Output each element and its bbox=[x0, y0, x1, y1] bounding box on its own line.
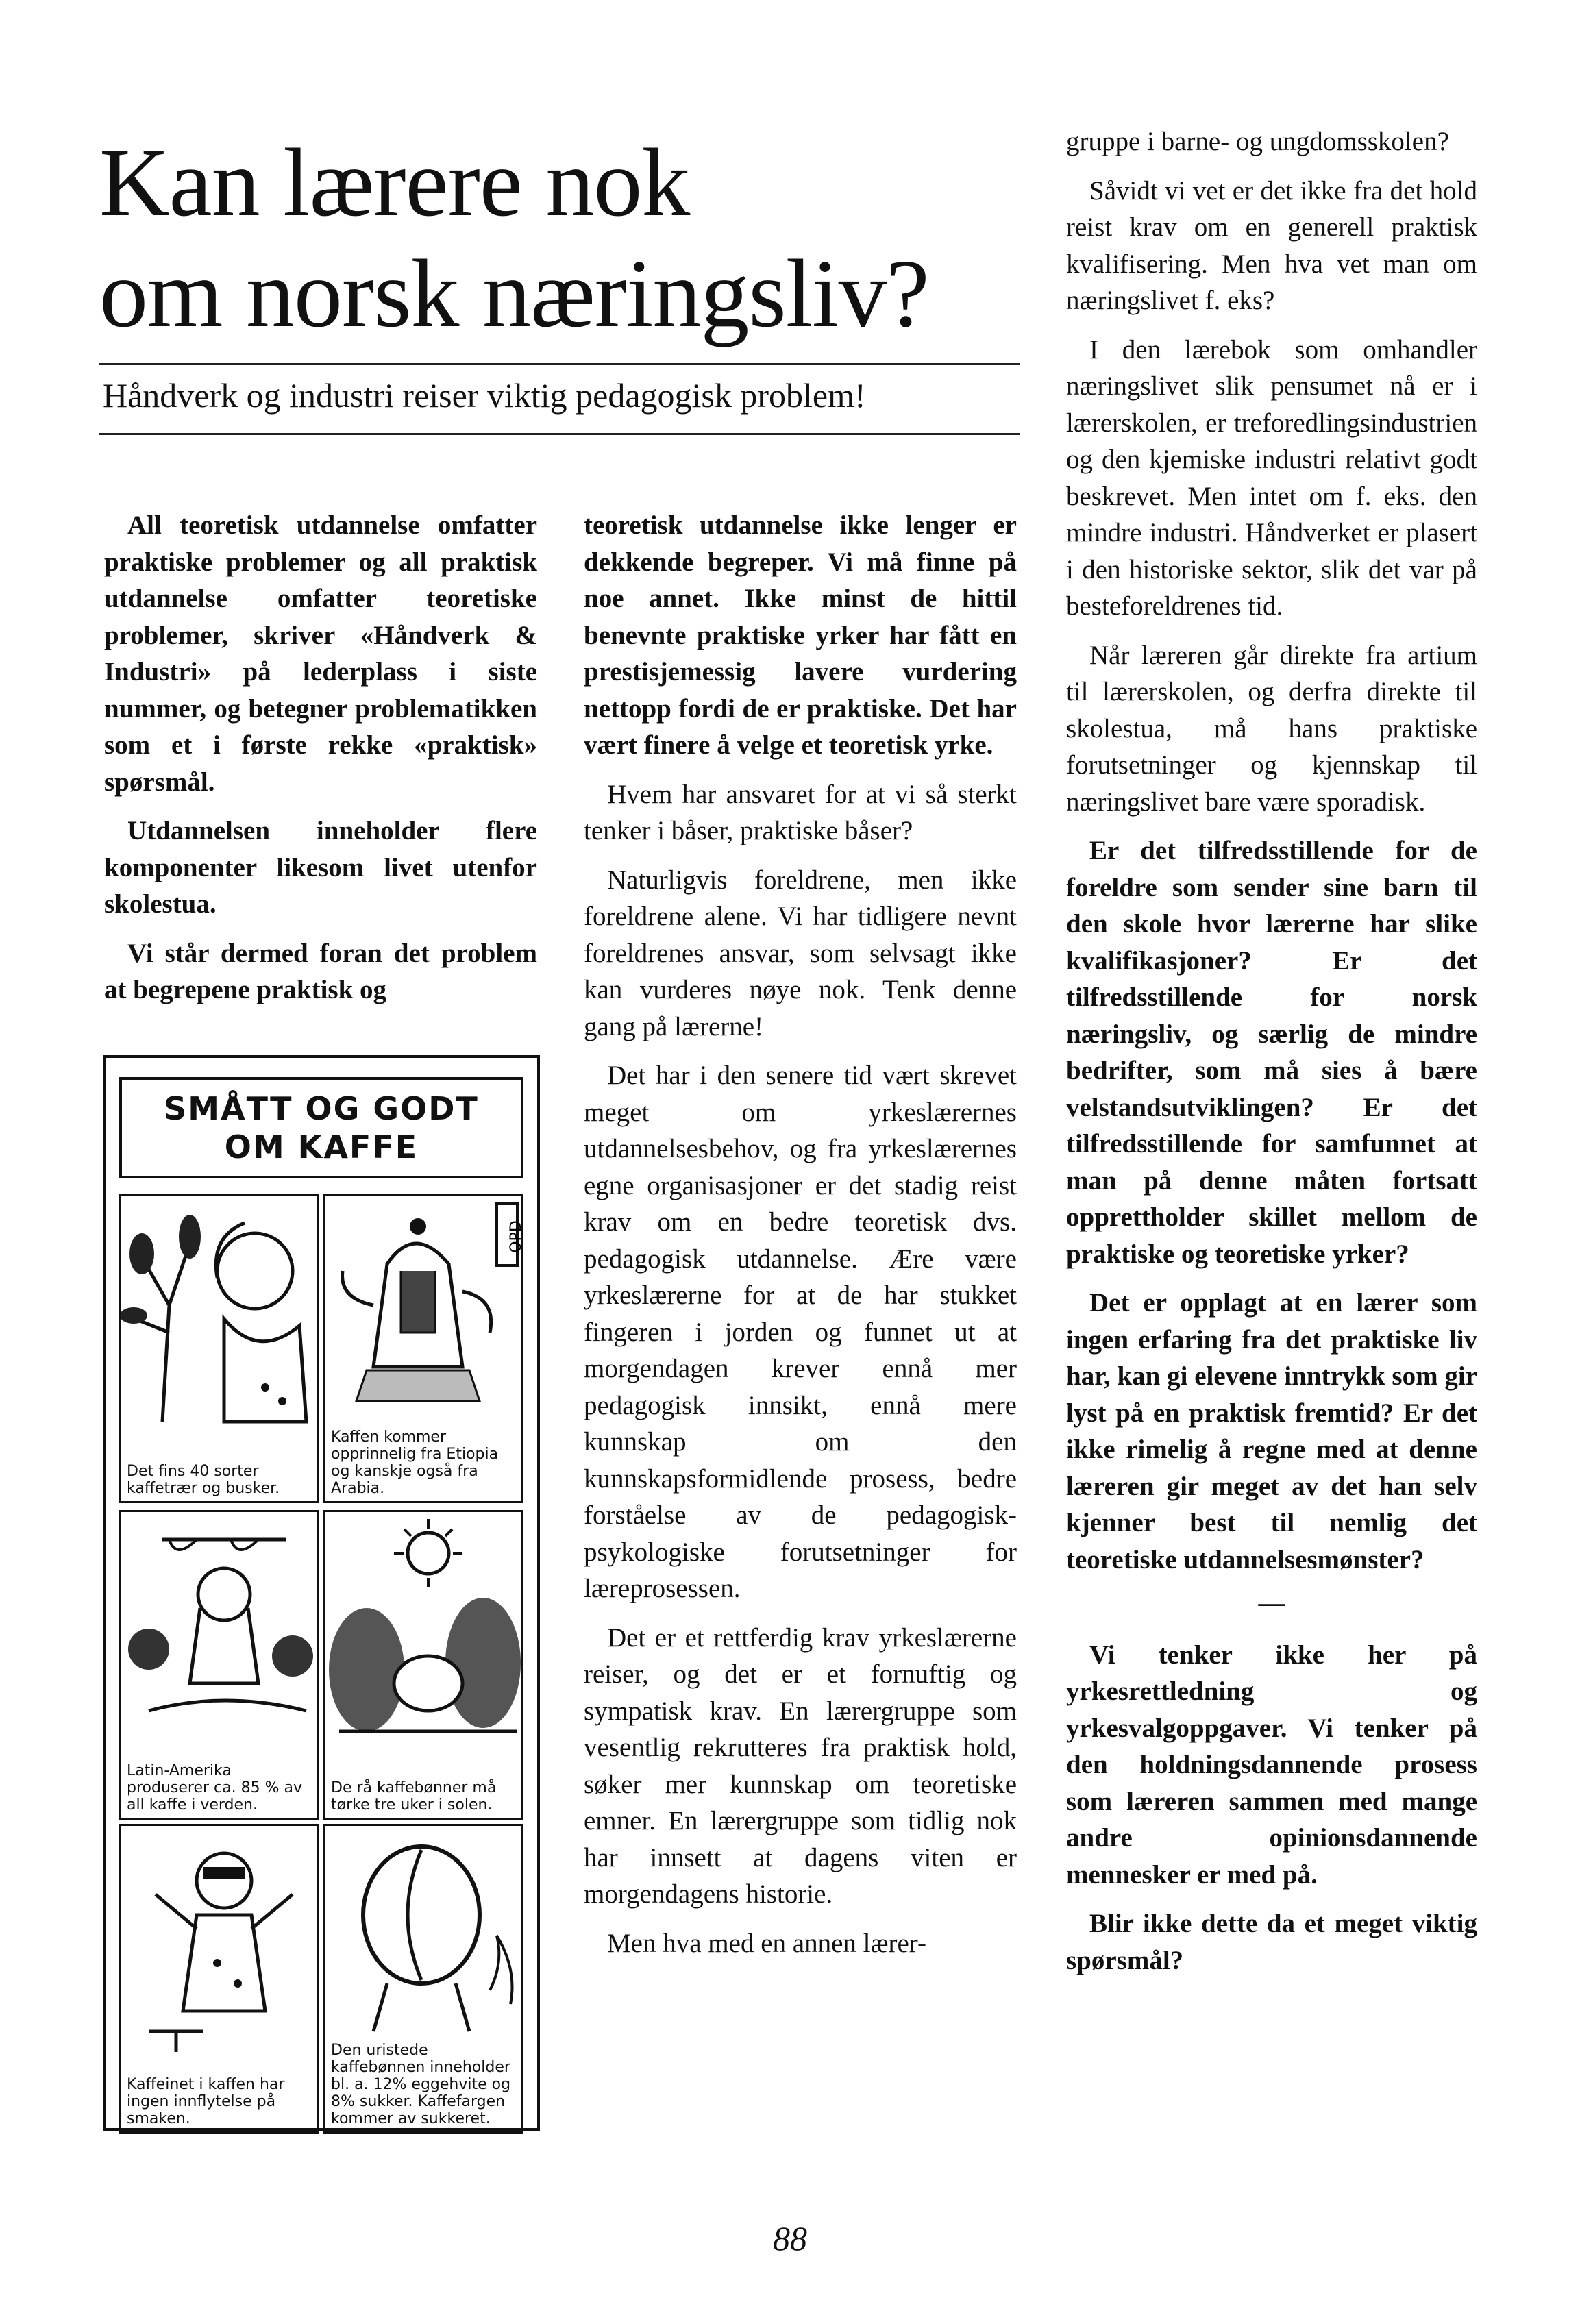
cartoon-panel-1 bbox=[119, 1194, 319, 1503]
cartoon-panel-5 bbox=[119, 1824, 319, 2134]
cartoon-caption: Kaffen kommer opprinnelig fra Etiopia og kanskje også fra Arabia. bbox=[331, 1429, 499, 1497]
column-1 bbox=[104, 507, 537, 1009]
paragraph: Vi tenker ikke her på yrkesrettledning og yrkesvalgoppgaver. Vi tenker på den holdningsdannende prosess som læreren sammen med mange andre opinionsdannende mennesker er med på. bbox=[1066, 1640, 1477, 1890]
cartoon-caption: Latin-Amerika produserer ca. 85 % av all kaffe i verden. bbox=[127, 1762, 302, 1814]
bottom-rule bbox=[99, 433, 1020, 435]
article-title-line1: Kan lærere nok bbox=[99, 128, 690, 236]
sun-drying-drawing bbox=[325, 1512, 523, 1759]
top-rule bbox=[99, 363, 1020, 365]
paragraph: Hvem har ansvaret for at vi så sterkt tenker i båser, praktiske båser? bbox=[584, 779, 1017, 845]
panel-label: OPD bbox=[508, 1220, 525, 1253]
section-divider: — bbox=[1258, 1588, 1285, 1618]
paragraph: Det er et rettferdig krav yrkeslærerne reiser, og det er et fornuftig og sympatisk krav. En lærergruppe som vesentlig rekrutteres fra praktisk hold, søker mer kunnskap om teoretiske emner. En lærergruppe som tidlig nok har innsett at dagens viten er morgendagens historie. bbox=[584, 1622, 1017, 1909]
paragraph: Men hva med en annen lærer- bbox=[607, 1928, 926, 1958]
article-title-line2: om norsk næringsliv? bbox=[99, 239, 929, 347]
cartoon-caption: De rå kaffebønner må tørke tre uker i solen. bbox=[331, 1779, 497, 1814]
cartoon-caption: Det fins 40 sorter kaffetrær og busker. bbox=[127, 1463, 280, 1497]
paragraph: gruppe i barne- og ungdomsskolen? bbox=[1066, 127, 1449, 156]
paragraph: Naturligvis foreldrene, men ikke foreldrene alene. Vi har tidligere nevnt foreldrenes ansvar, som selvsagt ikke kan vurderes nøye nok. Tenk denne gang på lærerne! bbox=[584, 865, 1017, 1041]
cartoon-caption: Kaffeinet i kaffen har ingen innflytelse på smaken. bbox=[127, 2076, 285, 2127]
paragraph: All teoretisk utdannelse omfatter praktiske problemer og all praktisk utdannelse omfatter teoretiske problemer, skriver «Håndverk & Industri» på lederplass i siste nummer, og betegner problematikken som et i første rekke «praktisk» spørsmål. bbox=[104, 510, 537, 797]
cartoon-title-line2: OM KAFFE bbox=[224, 1128, 419, 1165]
column-2 bbox=[584, 507, 1017, 1962]
article-subtitle: Håndverk og industri reiser viktig pedagogisk problem! bbox=[103, 376, 866, 415]
cartoon-panel-6 bbox=[323, 1824, 523, 2134]
coffee-pot-drawing bbox=[325, 1196, 523, 1422]
paragraph: Blir ikke dette da et meget viktig spørsmål? bbox=[1066, 1909, 1477, 1975]
cartoon-panel-4 bbox=[323, 1510, 523, 1820]
cartoon-title bbox=[119, 1077, 523, 1178]
paragraph: Det er opplagt at en lærer som ingen erfaring fra det praktiske liv har, kan gi elevene inntrykk som gir lyst på en praktisk fremtid? Er det ikke rimelig å regne med at denne læreren gir meget av det han selv kjenner best til nemlig det teoretiske utdannelsesmønster? bbox=[1066, 1288, 1477, 1574]
paragraph: Er det tilfredsstillende for de foreldre som sender sine barn til den skole hvor lærerne har slike kvalifikasjoner? Er det tilfredsstillende for norsk næringsliv, og særlig de mindre bedrifter, som må sies å bære velstandsutviklingen? Er det tilfredsstillende for samfunnet at man på denne måten fortsatt opprettholder skillet mellom de praktiske og teoretiske yrker? bbox=[1066, 836, 1477, 1269]
coffee-farmer-drawing bbox=[121, 1512, 319, 1759]
cartoon-caption: Den uristede kaffebønnen inneholder bl. a. 12% eggehvite og 8% sukker. Kaffefargen kommer av sukkeret. bbox=[331, 2042, 511, 2127]
cartoon-title-line1: SMÅTT OG GODT bbox=[164, 1090, 479, 1127]
paragraph: teoretisk utdannelse ikke lenger er dekkende begreper. Vi må finne på noe annet. Ikke minst de hittil benevnte praktiske yrker har fått en prestisjemessig lavere vurdering nettopp fordi de er praktiske. Det har vært finere å velge et teoretisk yrke. bbox=[584, 510, 1017, 760]
cartoon-panel-3 bbox=[119, 1510, 319, 1820]
page-number: 88 bbox=[773, 2219, 807, 2258]
paragraph: Utdannelsen inneholder flere komponenter likesom livet utenfor skolestua. bbox=[104, 816, 537, 919]
coffee-plant-drawing bbox=[121, 1196, 319, 1442]
dancing-man-drawing bbox=[121, 1826, 319, 2059]
paragraph: I den lærebok som omhandler næringslivet slik pensumet nå er i lærerskolen, er treforedlingsindustrien og den kjemiske industri relativt godt beskrevet. Men intet om f. eks. den mindre industri. Håndverket er plasert i den historiske sektor, slik det var på besteforeldrenes tid. bbox=[1066, 334, 1477, 621]
paragraph: Når læreren går direkte fra artium til lærerskolen, og derfra direkte til skolestua, må hans praktiske forutsetninger og kjennskap til næringslivet bare være sporadisk. bbox=[1066, 640, 1477, 817]
article-title bbox=[99, 127, 990, 349]
paragraph: Såvidt vi vet er det ikke fra det hold reist krav om en generell praktisk kvalifisering. Men hva vet man om næringslivet f. eks? bbox=[1066, 175, 1477, 315]
column-3 bbox=[1066, 123, 1477, 1979]
cartoon-panel-2 bbox=[323, 1194, 523, 1503]
coffee-cartoon bbox=[103, 1055, 540, 2131]
paragraph: Det har i den senere tid vært skrevet meget om yrkeslærernes utdannelsesbehov, og fra yrkeslærernes egne organisasjoner er det stadig reist krav om en bedre teoretisk dvs. pedagogisk utdannelse. Ære være yrkeslærerne for at de har stukket fingeren i jorden og funnet ut at morgendagen krever ennå mer pedagogisk innsikt, ennå mere kunnskap om den kunnskapsformidlende prosess, bedre forståelse av de pedagogisk-psykologiske forutsetninger for læreprosessen. bbox=[584, 1061, 1017, 1603]
coffee-bean-drawing bbox=[325, 1826, 523, 2045]
paragraph: Vi står dermed foran det problem at begrepene praktisk og bbox=[104, 938, 537, 1004]
